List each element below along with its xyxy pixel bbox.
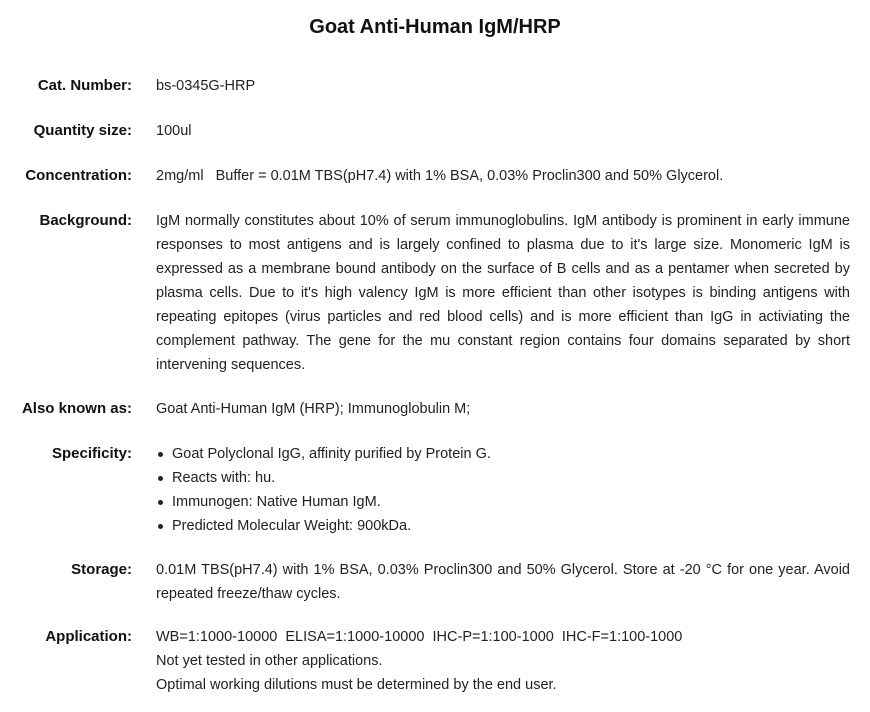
concentration-value: 2mg/ml Buffer = 0.01M TBS(pH7.4) with 1% BSA, 0.03% Proclin300 and 50% Glycerol. xyxy=(156,168,724,184)
application-dilutions: WB=1:1000-10000 ELISA=1:1000-10000 IHC-P=1:100-1000 IHC-F=1:100-1000 xyxy=(156,629,683,645)
quantity-value: 100ul xyxy=(156,123,192,139)
background-value: IgM normally constitutes about 10% of serum immunoglobulins. IgM antibody is prominent in early immune responses to most antigens and is largely confined to plasma due to it's large size. Monomeric IgM is expressed as a membrane bound antibody on the surface of B cells and as a pentamer when secreted by plasma cells. Due to it's high valency IgM is more efficient than other isotypes is binding antigens with repeating epitopes (virus particles and red blood cells) and is more efficient than IgG in activiating the complement pathway. The gene for the mu constant region contains four domains separated by short intervening sequences. xyxy=(156,213,850,373)
application-value xyxy=(156,625,850,697)
specificity-label: Specificity: xyxy=(51,445,132,462)
cat-number-value: bs-0345G-HRP xyxy=(156,78,256,94)
concentration-label: Concentration: xyxy=(25,167,132,184)
page-title: Goat Anti-Human IgM/HRP xyxy=(309,16,561,38)
specificity-item: Goat Polyclonal IgG, affinity purified by Protein G. xyxy=(172,442,850,466)
also-known-label: Also known as: xyxy=(21,400,132,417)
application-label: Application: xyxy=(45,628,132,645)
specificity-list xyxy=(156,442,850,538)
specificity-item: Immunogen: Native Human IgM. xyxy=(172,490,850,514)
cat-number-label: Cat. Number: xyxy=(37,77,132,94)
application-note: Not yet tested in other applications. xyxy=(156,653,383,669)
storage-label: Storage: xyxy=(71,561,132,578)
storage-value: 0.01M TBS(pH7.4) with 1% BSA, 0.03% Proclin300 and 50% Glycerol. Store at -20 °C for one year. Avoid repeated freeze/thaw cycles. xyxy=(156,562,850,602)
specificity-item: Predicted Molecular Weight: 900kDa. xyxy=(172,514,850,538)
quantity-label: Quantity size: xyxy=(33,122,132,139)
specificity-item: Reacts with: hu. xyxy=(172,466,850,490)
background-label: Background: xyxy=(39,212,132,229)
also-known-value: Goat Anti-Human IgM (HRP); Immunoglobulin M; xyxy=(156,401,471,417)
application-note: Optimal working dilutions must be determined by the end user. xyxy=(156,677,557,693)
